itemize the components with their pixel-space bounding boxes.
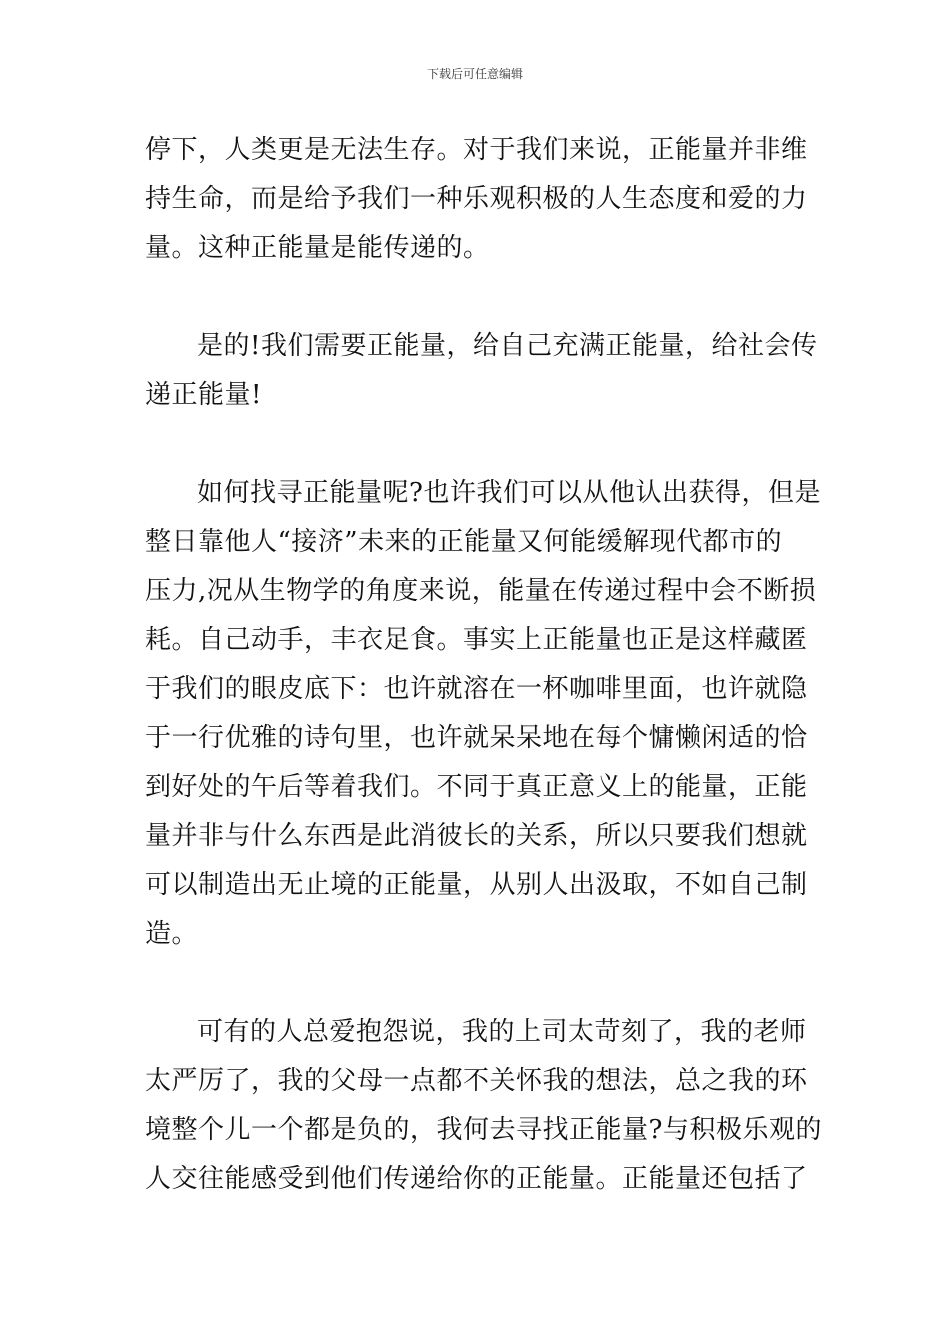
text-line: 人交往能感受到他们传递给你的正能量。正能量还包括了 xyxy=(145,1164,808,1194)
text-line: 到好处的午后等着我们。不同于真正意义上的能量，正能 xyxy=(145,772,808,802)
document-body xyxy=(145,126,822,1253)
text-line: 递正能量! xyxy=(145,380,262,410)
paragraph-3 xyxy=(145,469,821,959)
text-line: 于一行优雅的诗句里，也许就呆呆地在每个慵懒闲适的恰 xyxy=(145,723,808,753)
text-line: 量并非与什么东西是此消彼长的关系，所以只要我们想就 xyxy=(145,821,808,851)
text-line: 太严厉了，我的父母一点都不关怀我的想法，总之我的环 xyxy=(145,1066,808,1096)
text-line: 压力,况从生物学的角度来说，能量在传递过程中会不断损 xyxy=(145,576,817,606)
text-line: 量。这种正能量是能传递的。 xyxy=(145,233,490,263)
text-line: 可有的人总爱抱怨说，我的上司太苛刻了，我的老师 xyxy=(197,1017,807,1047)
text-line: 于我们的眼皮底下：也许就溶在一杯咖啡里面，也许就隐 xyxy=(145,674,808,704)
text-line: 如何找寻正能量呢?也许我们可以从他认出获得，但是 xyxy=(197,478,821,508)
text-line: 是的!我们需要正能量，给自己充满正能量，给社会传 xyxy=(197,331,818,361)
text-line: 耗。自己动手，丰衣足食。事实上正能量也正是这样藏匿 xyxy=(145,625,808,655)
text-line: 持生命，而是给予我们一种乐观积极的人生态度和爱的力 xyxy=(145,184,808,214)
paragraph-1 xyxy=(145,126,807,273)
text-line: 造。 xyxy=(145,919,199,949)
paragraph-4 xyxy=(145,1008,822,1204)
text-line: 境整个儿一个都是负的，我何去寻找正能量?与积极乐观的 xyxy=(145,1115,822,1145)
text-line: 可以制造出无止境的正能量，从别人出汲取，不如自己制 xyxy=(145,870,808,900)
page-header: 下载后可任意编辑 xyxy=(426,67,523,81)
text-line: 停下，人类更是无法生存。对于我们来说，正能量并非维 xyxy=(145,135,808,165)
paragraph-2 xyxy=(145,322,818,420)
text-line: 整日靠他人“接济”未来的正能量又何能缓解现代都市的 xyxy=(145,527,783,557)
